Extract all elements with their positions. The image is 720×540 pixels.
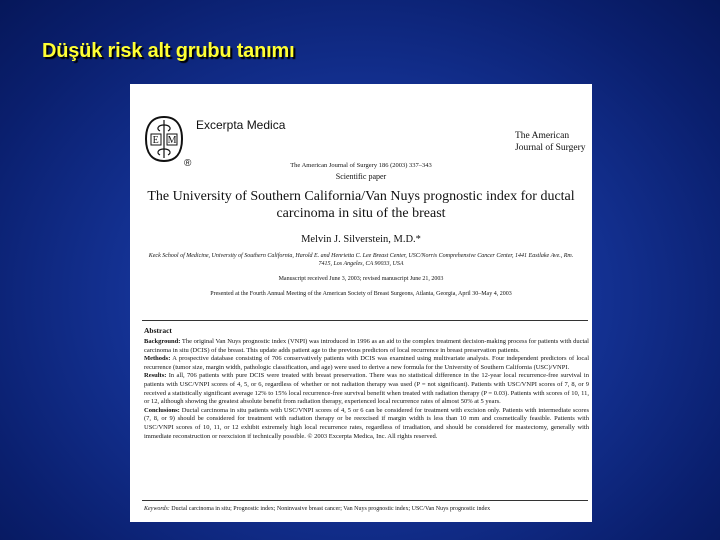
abstract-body	[144, 338, 589, 441]
registered-mark-icon: ®	[184, 158, 192, 169]
abstract-conclusions	[144, 407, 589, 441]
conclusions-label: Conclusions:	[144, 406, 180, 414]
svg-text:E: E	[152, 135, 159, 146]
divider	[142, 500, 588, 501]
keywords-text: Ductal carcinoma in situ; Prognostic index; Noninvasive breast cancer; Van Nuys prognostic index; USC/Van Nuys prognostic index	[169, 506, 491, 512]
article-type: Scientific paper	[335, 172, 387, 181]
received-dates: Manuscript received June 3, 2003; revised manuscript June 21, 2003	[278, 276, 444, 282]
slide-title: Düşük risk alt grubu tanımı	[42, 40, 295, 62]
journal-logo	[515, 130, 591, 154]
background-label: Background:	[144, 338, 181, 345]
journal-logo-line2: Journal of Surgery	[515, 143, 586, 153]
keywords-label: Keywords:	[144, 506, 170, 512]
abstract-methods	[144, 355, 589, 372]
methods-text: A prospective database consisting of 706 conservatively patients with DCIS was examined using multivariate analysis. Four independent predictors of local recurrence (tumor size, margin width, pathologic classification, and age) were used to derive a new formula for the University of Southern California (USC)/VNPI.	[144, 355, 589, 371]
abstract-background	[144, 338, 589, 355]
author: Melvin J. Silverstein, M.D.*	[301, 234, 421, 245]
divider	[142, 320, 588, 321]
presented-note: Presented at the Fourth Annual Meeting of the American Society of Breast Surgeons, Atlanta, Georgia, April 30–May 4, 2003	[210, 291, 512, 297]
excerpta-medica-logo-icon	[144, 115, 184, 163]
background-text: The original Van Nuys prognostic index (VNPI) was introduced in 1996 as an aid to the complex treatment decision-making process for patients with ductal carcinoma in situ (DCIS) of the breast. This update adds patient age to the previous predictors of local recurrence in breast preservation patients.	[144, 338, 589, 354]
results-text: In all, 706 patients with pure DCIS were treated with breast preservation. There was no statistical difference in the 12-year local recurrence-free survival in patients with USC/VNPI scores of 4, 5, or 6, regardless of whether or not radiation therapy was used (P = not significant). Patients with USC/VNPI scores of 7, 8, or 9 received a statistically significant average 12% to 15% local recurrence-free survival benefit when treated with radiation therapy (P = 0.03). Patients with scores of 10, 11, or 12, although showing the greatest absolute benefit from radiation therapy, experienced local recurrence rates of almost 50% at 5 years.	[144, 372, 589, 406]
methods-label: Methods:	[144, 355, 171, 363]
publisher-name: Excerpta Medica	[196, 118, 286, 132]
paper-title: The University of Southern California/Van Nuys prognostic index for ductal carcinoma in situ of the breast	[147, 189, 575, 221]
abstract-heading: Abstract	[144, 326, 172, 335]
journal-logo-line1: The American	[515, 131, 570, 141]
results-label: Results:	[144, 372, 167, 380]
svg-text:M: M	[167, 135, 177, 146]
affiliation: Keck School of Medicine, University of Southern California, Harold E. and Henrietta C. Lee Breast Center, USC/Norris Comprehensive Cancer Center, 1441 Eastlake Ave., Rm. 7415, Los Angeles, CA 90033, USA	[148, 253, 574, 267]
conclusions-text: Ductal carcinoma in situ patients with USC/VNPI scores of 4, 5 or 6 can be considered for treatment with excision only. Patients with intermediate scores (7, 8, or 9) should be considered for treatment with radiation therapy or be reexcised if margin width is less than 10 mm and cosmetically feasible. Patients with USC/VNPI scores of 10, 11, or 12 exhibit extremely high local recurrence rates, regardless of irradiation, and should be considered for mastectomy, generally with immediate reconstruction or reexcision if technically possible. © 2003 Excerpta Medica, Inc. All rights reserved.	[144, 406, 589, 440]
paper-page-image	[130, 84, 592, 522]
citation: The American Journal of Surgery 186 (2003) 337–343	[290, 162, 432, 169]
abstract-results	[144, 372, 589, 406]
keywords	[144, 505, 589, 513]
